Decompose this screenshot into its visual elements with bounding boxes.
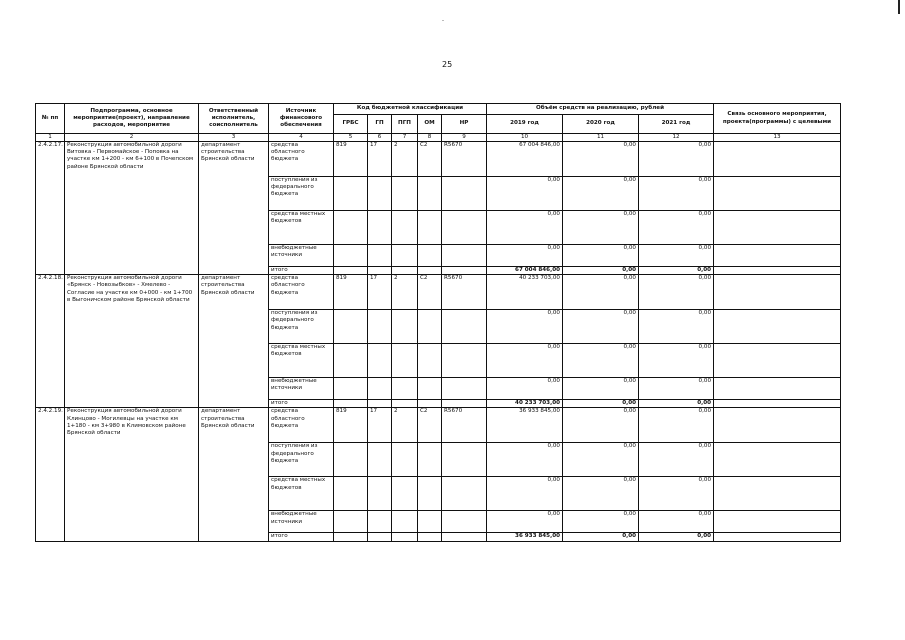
amount-2020: 0,00 bbox=[563, 275, 639, 310]
amount-2019: 40 233 703,00 bbox=[487, 400, 563, 408]
item-number: 2.4.2.19. bbox=[36, 408, 65, 541]
link-cell bbox=[714, 211, 841, 245]
code-nr bbox=[442, 533, 487, 541]
amount-2020: 0,00 bbox=[563, 245, 639, 267]
col-number: 13 bbox=[714, 134, 841, 142]
amount-2021: 0,00 bbox=[639, 177, 714, 211]
amount-2019: 0,00 bbox=[487, 245, 563, 267]
amount-2020: 0,00 bbox=[563, 177, 639, 211]
code-grbs bbox=[334, 267, 368, 275]
code-gp: 17 bbox=[368, 142, 392, 177]
header-subprogram: Подпрограмма, основное мероприятие(проект), направление расходов, мероприятие bbox=[65, 104, 199, 134]
link-cell bbox=[714, 533, 841, 541]
code-gp: 17 bbox=[368, 275, 392, 310]
amount-2019: 0,00 bbox=[487, 344, 563, 378]
funding-source: средства местных бюджетов bbox=[269, 211, 334, 245]
amount-2019: 0,00 bbox=[487, 310, 563, 344]
code-om bbox=[418, 267, 442, 275]
amount-2020: 0,00 bbox=[563, 378, 639, 400]
code-gp bbox=[368, 245, 392, 267]
code-nr: R5670 bbox=[442, 408, 487, 443]
header-year-2021: 2021 год bbox=[639, 115, 714, 134]
funding-source: поступления из федерального бюджета bbox=[269, 177, 334, 211]
amount-2019: 0,00 bbox=[487, 511, 563, 533]
budget-table bbox=[35, 103, 841, 542]
code-grbs bbox=[334, 344, 368, 378]
amount-2021: 0,00 bbox=[639, 408, 714, 443]
amount-2019: 67 004 846,00 bbox=[487, 267, 563, 275]
col-number: 1 bbox=[36, 134, 65, 142]
header-kbk: Код бюджетной классификации bbox=[334, 104, 487, 115]
amount-2021: 0,00 bbox=[639, 400, 714, 408]
amount-2021: 0,00 bbox=[639, 477, 714, 511]
amount-2021: 0,00 bbox=[639, 533, 714, 541]
code-nr bbox=[442, 443, 487, 477]
amount-2021: 0,00 bbox=[639, 142, 714, 177]
amount-2020: 0,00 bbox=[563, 477, 639, 511]
code-pgp bbox=[392, 245, 418, 267]
code-nr bbox=[442, 310, 487, 344]
amount-2021: 0,00 bbox=[639, 344, 714, 378]
item-name: Реконструкция автомобильной дороги Клинцово - Могилевцы на участке км 1+180 - км 3+980 в Климовском районе Брянской области bbox=[65, 408, 199, 541]
code-gp bbox=[368, 533, 392, 541]
amount-2020: 0,00 bbox=[563, 211, 639, 245]
link-cell bbox=[714, 378, 841, 400]
amount-2019: 36 933 845,00 bbox=[487, 408, 563, 443]
amount-2019: 0,00 bbox=[487, 443, 563, 477]
amount-2020: 0,00 bbox=[563, 408, 639, 443]
col-number: 5 bbox=[334, 134, 368, 142]
header-pgp: ПГП bbox=[392, 115, 418, 134]
code-pgp bbox=[392, 378, 418, 400]
link-cell bbox=[714, 177, 841, 211]
code-nr bbox=[442, 400, 487, 408]
code-pgp bbox=[392, 211, 418, 245]
code-om: С2 bbox=[418, 408, 442, 443]
amount-2020: 0,00 bbox=[563, 310, 639, 344]
col-number: 4 bbox=[269, 134, 334, 142]
link-cell bbox=[714, 477, 841, 511]
col-number: 9 bbox=[442, 134, 487, 142]
code-om bbox=[418, 443, 442, 477]
code-nr bbox=[442, 344, 487, 378]
code-om bbox=[418, 310, 442, 344]
page-number: 25 bbox=[442, 60, 453, 69]
table-row bbox=[36, 142, 841, 177]
item-name: Реконструкция автомобильной дороги «Брянск - Новозыбков» - Хмелево - Согласие на участке км 0+000 - км 1+700 в Выгоничском районе Брянской области bbox=[65, 275, 199, 408]
code-grbs bbox=[334, 400, 368, 408]
item-number: 2.4.2.17. bbox=[36, 142, 65, 275]
code-om: С2 bbox=[418, 142, 442, 177]
header-nr: НР bbox=[442, 115, 487, 134]
header-grbs: ГРБС bbox=[334, 115, 368, 134]
funding-source: итого bbox=[269, 400, 334, 408]
amount-2019: 0,00 bbox=[487, 177, 563, 211]
code-nr bbox=[442, 245, 487, 267]
header-num: № пп bbox=[36, 104, 65, 134]
code-pgp bbox=[392, 310, 418, 344]
code-grbs bbox=[334, 310, 368, 344]
code-grbs bbox=[334, 211, 368, 245]
code-om bbox=[418, 400, 442, 408]
item-number: 2.4.2.18. bbox=[36, 275, 65, 408]
code-pgp bbox=[392, 344, 418, 378]
code-grbs bbox=[334, 245, 368, 267]
funding-source: внебюджетные источники bbox=[269, 378, 334, 400]
header-source: Источник финансового обеспечения bbox=[269, 104, 334, 134]
code-grbs bbox=[334, 511, 368, 533]
code-nr bbox=[442, 211, 487, 245]
code-om: С2 bbox=[418, 275, 442, 310]
amount-2021: 0,00 bbox=[639, 245, 714, 267]
col-number: 6 bbox=[368, 134, 392, 142]
column-number-row bbox=[36, 134, 841, 142]
funding-source: итого bbox=[269, 267, 334, 275]
code-nr bbox=[442, 267, 487, 275]
amount-2021: 0,00 bbox=[639, 267, 714, 275]
amount-2020: 0,00 bbox=[563, 511, 639, 533]
link-cell bbox=[714, 142, 841, 177]
funding-source: итого bbox=[269, 533, 334, 541]
link-cell bbox=[714, 344, 841, 378]
code-gp bbox=[368, 378, 392, 400]
link-cell bbox=[714, 443, 841, 477]
code-grbs bbox=[334, 378, 368, 400]
code-pgp bbox=[392, 533, 418, 541]
amount-2019: 67 004 846,00 bbox=[487, 142, 563, 177]
header-responsible: Ответственный исполнитель, соисполнитель bbox=[199, 104, 269, 134]
code-nr bbox=[442, 477, 487, 511]
code-grbs: 819 bbox=[334, 142, 368, 177]
scan-artifact bbox=[442, 20, 444, 21]
code-gp bbox=[368, 511, 392, 533]
funding-source: средства местных бюджетов bbox=[269, 477, 334, 511]
code-grbs bbox=[334, 443, 368, 477]
amount-2019: 40 233 703,00 bbox=[487, 275, 563, 310]
funding-source: средства областного бюджета bbox=[269, 142, 334, 177]
code-gp bbox=[368, 400, 392, 408]
funding-source: внебюджетные источники bbox=[269, 511, 334, 533]
amount-2019: 0,00 bbox=[487, 378, 563, 400]
code-gp: 17 bbox=[368, 408, 392, 443]
col-number: 7 bbox=[392, 134, 418, 142]
link-cell bbox=[714, 267, 841, 275]
code-grbs bbox=[334, 477, 368, 511]
code-nr bbox=[442, 378, 487, 400]
code-pgp bbox=[392, 443, 418, 477]
header-om: ОМ bbox=[418, 115, 442, 134]
amount-2020: 0,00 bbox=[563, 533, 639, 541]
item-name: Реконструкция автомобильной дороги Витовка - Первомайское - Поповка на участке км 1+200 - км 6+100 в Почепском районе Брянской области bbox=[65, 142, 199, 275]
link-cell bbox=[714, 511, 841, 533]
amount-2019: 0,00 bbox=[487, 211, 563, 245]
funding-source: средства областного бюджета bbox=[269, 275, 334, 310]
table-row bbox=[36, 275, 841, 310]
code-om bbox=[418, 378, 442, 400]
link-cell bbox=[714, 408, 841, 443]
code-pgp bbox=[392, 511, 418, 533]
amount-2020: 0,00 bbox=[563, 400, 639, 408]
funding-source: средства местных бюджетов bbox=[269, 344, 334, 378]
code-grbs bbox=[334, 533, 368, 541]
code-pgp bbox=[392, 477, 418, 511]
code-om bbox=[418, 511, 442, 533]
header-year-2020: 2020 год bbox=[563, 115, 639, 134]
code-om bbox=[418, 177, 442, 211]
code-pgp bbox=[392, 177, 418, 211]
code-om bbox=[418, 477, 442, 511]
code-om bbox=[418, 344, 442, 378]
code-nr: R5670 bbox=[442, 142, 487, 177]
code-nr bbox=[442, 511, 487, 533]
funding-source: поступления из федерального бюджета bbox=[269, 443, 334, 477]
col-number: 10 bbox=[487, 134, 563, 142]
responsible-executor: департамент строительства Брянской области bbox=[199, 142, 269, 275]
amount-2020: 0,00 bbox=[563, 443, 639, 477]
responsible-executor: департамент строительства Брянской области bbox=[199, 408, 269, 541]
code-gp bbox=[368, 443, 392, 477]
code-gp bbox=[368, 310, 392, 344]
amount-2021: 0,00 bbox=[639, 378, 714, 400]
code-pgp bbox=[392, 267, 418, 275]
col-number: 3 bbox=[199, 134, 269, 142]
funding-source: поступления из федерального бюджета bbox=[269, 310, 334, 344]
amount-2021: 0,00 bbox=[639, 211, 714, 245]
header-year-2019: 2019 год bbox=[487, 115, 563, 134]
code-om bbox=[418, 533, 442, 541]
code-gp bbox=[368, 344, 392, 378]
funding-source: средства областного бюджета bbox=[269, 408, 334, 443]
amount-2021: 0,00 bbox=[639, 275, 714, 310]
col-number: 2 bbox=[65, 134, 199, 142]
code-nr bbox=[442, 177, 487, 211]
amount-2020: 0,00 bbox=[563, 142, 639, 177]
code-gp bbox=[368, 177, 392, 211]
amount-2019: 36 933 845,00 bbox=[487, 533, 563, 541]
amount-2020: 0,00 bbox=[563, 344, 639, 378]
link-cell bbox=[714, 275, 841, 310]
funding-source: внебюджетные источники bbox=[269, 245, 334, 267]
link-cell bbox=[714, 245, 841, 267]
responsible-executor: департамент строительства Брянской области bbox=[199, 275, 269, 408]
amount-2021: 0,00 bbox=[639, 511, 714, 533]
col-number: 11 bbox=[563, 134, 639, 142]
header-gp: ГП bbox=[368, 115, 392, 134]
scan-edge-mark bbox=[898, 0, 900, 14]
code-grbs: 819 bbox=[334, 408, 368, 443]
col-number: 8 bbox=[418, 134, 442, 142]
code-pgp: 2 bbox=[392, 408, 418, 443]
code-grbs: 819 bbox=[334, 275, 368, 310]
header-link: Связь основного мероприятия, проекта(программы) с целевыми bbox=[714, 104, 841, 134]
link-cell bbox=[714, 400, 841, 408]
code-nr: R5670 bbox=[442, 275, 487, 310]
header-volume: Объём средств на реализацию, рублей bbox=[487, 104, 714, 115]
code-gp bbox=[368, 267, 392, 275]
code-om bbox=[418, 211, 442, 245]
code-gp bbox=[368, 211, 392, 245]
amount-2020: 0,00 bbox=[563, 267, 639, 275]
table-row bbox=[36, 408, 841, 443]
code-gp bbox=[368, 477, 392, 511]
link-cell bbox=[714, 310, 841, 344]
code-pgp: 2 bbox=[392, 275, 418, 310]
code-om bbox=[418, 245, 442, 267]
amount-2021: 0,00 bbox=[639, 443, 714, 477]
code-pgp bbox=[392, 400, 418, 408]
amount-2019: 0,00 bbox=[487, 477, 563, 511]
code-grbs bbox=[334, 177, 368, 211]
amount-2021: 0,00 bbox=[639, 310, 714, 344]
col-number: 12 bbox=[639, 134, 714, 142]
code-pgp: 2 bbox=[392, 142, 418, 177]
